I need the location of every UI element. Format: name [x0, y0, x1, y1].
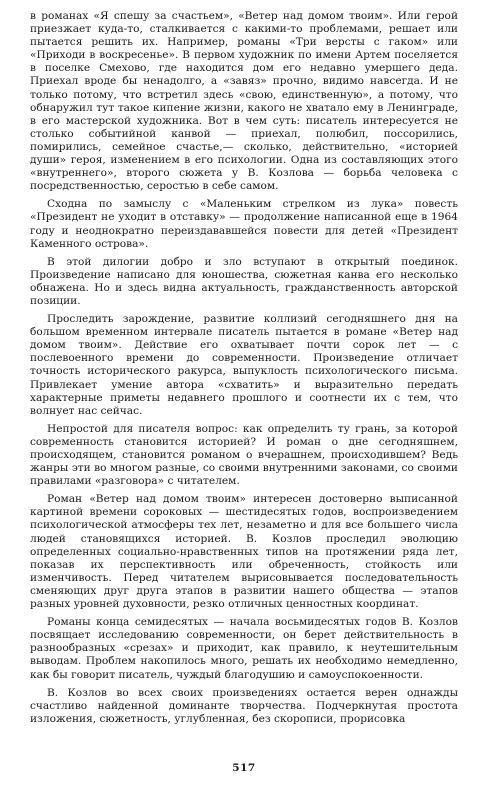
paragraph-5: Непростой для писателя вопрос: как определить ту грань, за которой современность становится историей? И роман о дне сегодняшнем, происходящем, становится романом о вчерашнем, происходившем? Ведь жанры эти во многом разные, со своими внутренними законами, со своими правилами «разговора» с читателем.	[30, 422, 458, 488]
book-page	[30, 10, 458, 790]
paragraph-3: В этой дилогии добро и зло вступают в открытый поединок. Произведение написано для юношества, сюжетная канва его несколько обнажена. Но и здесь видна актуальность, гражданственность авторской позиции.	[30, 255, 458, 307]
paragraph-2: Сходна по замыслу с «Маленьким стрелком из лука» повесть «Президент не уходит в отставку» — продолжение написанной еще в 1964 году и неоднократно переиздававшейся повести для детей «Президент Каменного острова».	[30, 198, 458, 250]
paragraph-7: Романы конца семидесятых — начала восьмидесятых годов В. Козлов посвящает исследованию современности, он берет действительность в разнообразных «срезах» и приходит, как правило, к неутешительным выводам. Проблем накопилось много, решать их необходимо немедленно, как бы говорит писатель, чуждый благодушию и самоуспокоенности.	[30, 616, 458, 681]
paragraph-6: Роман «Ветер над домом твоим» интересен достоверно выписанной картиной времени сороковых — шестидесятых годов, воспроизведением психологической атмосферы тех лет, незаметно и для все большего числа людей становящихся историей. В. Козлов проследил эволюцию определенных социально-нравственных типов на протяжении ряда лет, показав их перспективность или обреченность, стойкость или изменчивость. Перед читателем вырисовывается последовательность сменяющих друг друга этапов в развитии нашего общества — этапов разных уровней духовности, резко отличных ценностных координат.	[30, 493, 458, 611]
page-number: 517	[232, 762, 256, 774]
paragraph-8: В. Козлов во всех своих произведениях остается верен однажды счастливо найденной доминанте творчества. Подчеркнутая простота изложения, сюжетность, углубленная, без скорописи, прорисовка	[30, 686, 458, 725]
paragraph-1: в романах «Я спешу за счастьем», «Ветер над домом твоим». Или герой приезжает куда-то, сталкивается с какими-то проблемами, решает или пытается решить их. Например, романы «Три версты с гаком» или «Приходи в воскресенье». В первом художник по имени Артем поселяется в поселке Смехово, где находится дом его недавно умершего деда. Приехал вроде бы ненадолго, а «завяз» прочно, видимо навсегда. И не только потому, что встретил здесь «свою, единственную», а потому, что обнаружил тут такое кипение жизни, какого не хватало ему в Ленинграде, в его мастерской художника. Вот в чем суть: писатель интересуется не столько событийной канвой — приехал, полюбил, поссорились, помирились, семейное счастье,— сколько, действительно, «историей души» героя, изменением в его психологии. Одна из составляющих этого «внутреннего», второго сюжета у В. Козлова — борьба человека с посредственностью, серостью в себе самом.	[30, 10, 458, 193]
paragraph-4: Проследить зарождение, развитие коллизий сегодняшнего дня на большом временном интервале писатель пытается в романе «Ветер над домом твоим». Действие его охватывает почти сорок лет — с послевоенного времени до современности. Произведение отличает точность исторического ракурса, выпуклость психологического письма. Привлекает умение автора «схватить» и выразительно передать характерные приметы недавнего прошлого и соотнести их с тем, что волнует нас сейчас.	[30, 313, 458, 417]
